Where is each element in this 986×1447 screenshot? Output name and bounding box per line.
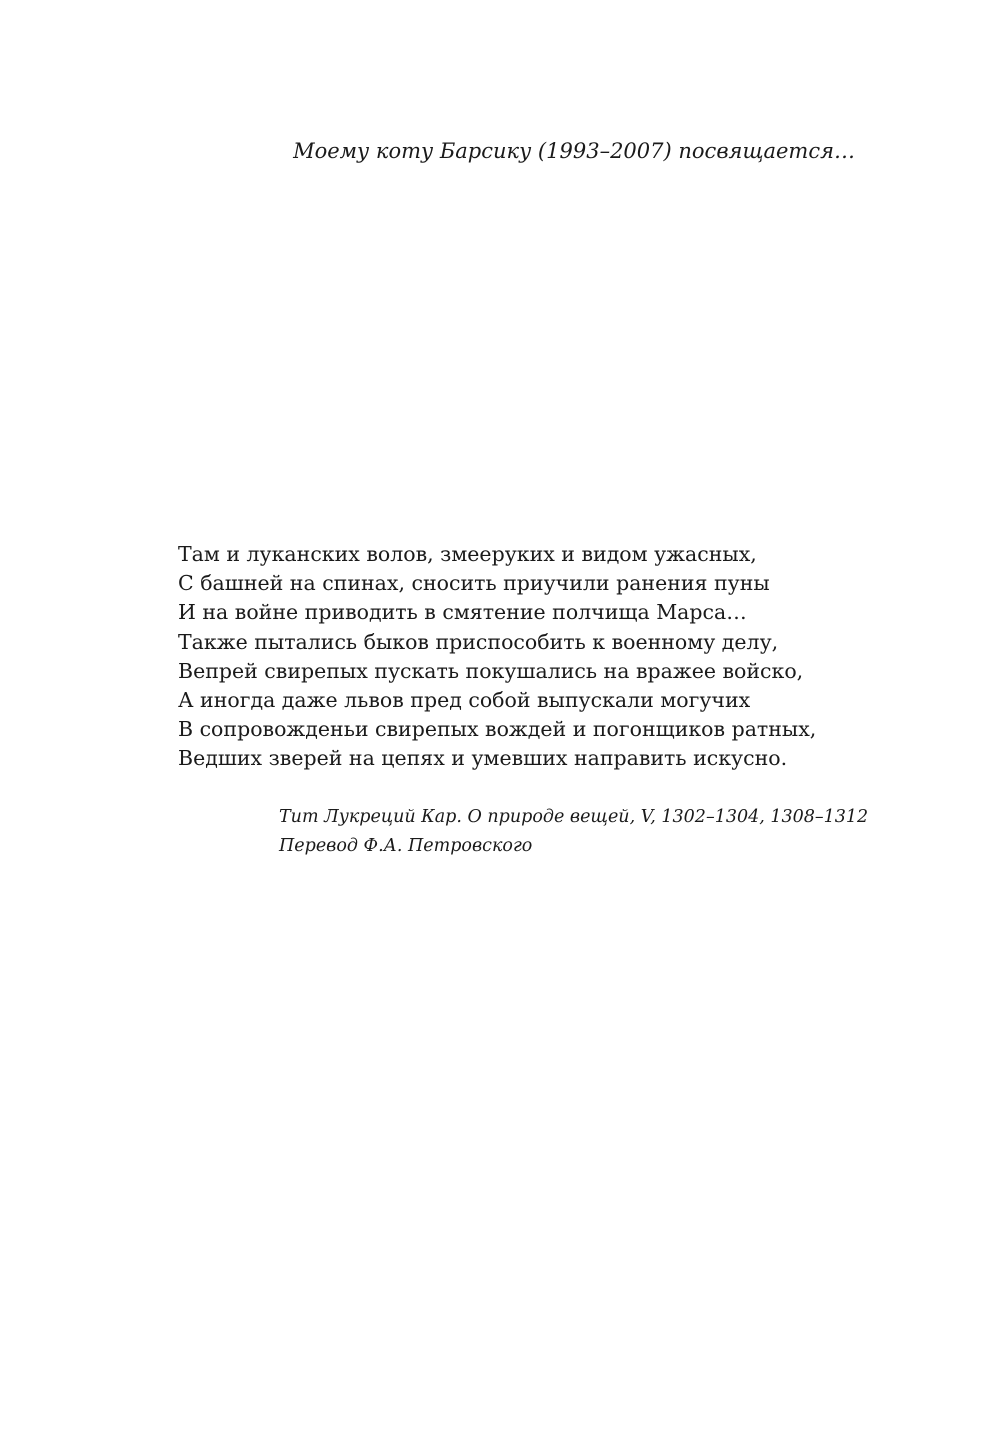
poem-line: А иногда даже львов пред собой выпускали могучих bbox=[178, 688, 751, 713]
attribution-translator: Перевод Ф.А. Петровского bbox=[279, 836, 533, 856]
poem-epigraph bbox=[178, 540, 816, 774]
attribution-source: Тит Лукреций Кар. О природе вещей, V, 1302–1304, 1308–1312 bbox=[279, 807, 869, 827]
poem-line: Вепрей свирепых пускать покушались на вражее войско, bbox=[178, 658, 804, 683]
poem-line: И на войне приводить в смятение полчища Марса… bbox=[178, 600, 747, 625]
poem-line: С башней на спинах, сносить приучили ранения пуны bbox=[178, 571, 770, 596]
dedication: Моему коту Барсику (1993–2007) посвящается… bbox=[293, 139, 855, 163]
poem-line: Также пытались быков приспособить к военному делу, bbox=[178, 629, 779, 654]
poem-line: Там и луканских волов, змееруких и видом ужасных, bbox=[178, 542, 757, 566]
poem-line: Ведших зверей на цепях и умевших направить искусно. bbox=[178, 746, 788, 771]
epigraph-attribution bbox=[279, 803, 868, 861]
poem-line: В сопровожденьи свирепых вождей и погонщиков ратных, bbox=[178, 717, 817, 742]
